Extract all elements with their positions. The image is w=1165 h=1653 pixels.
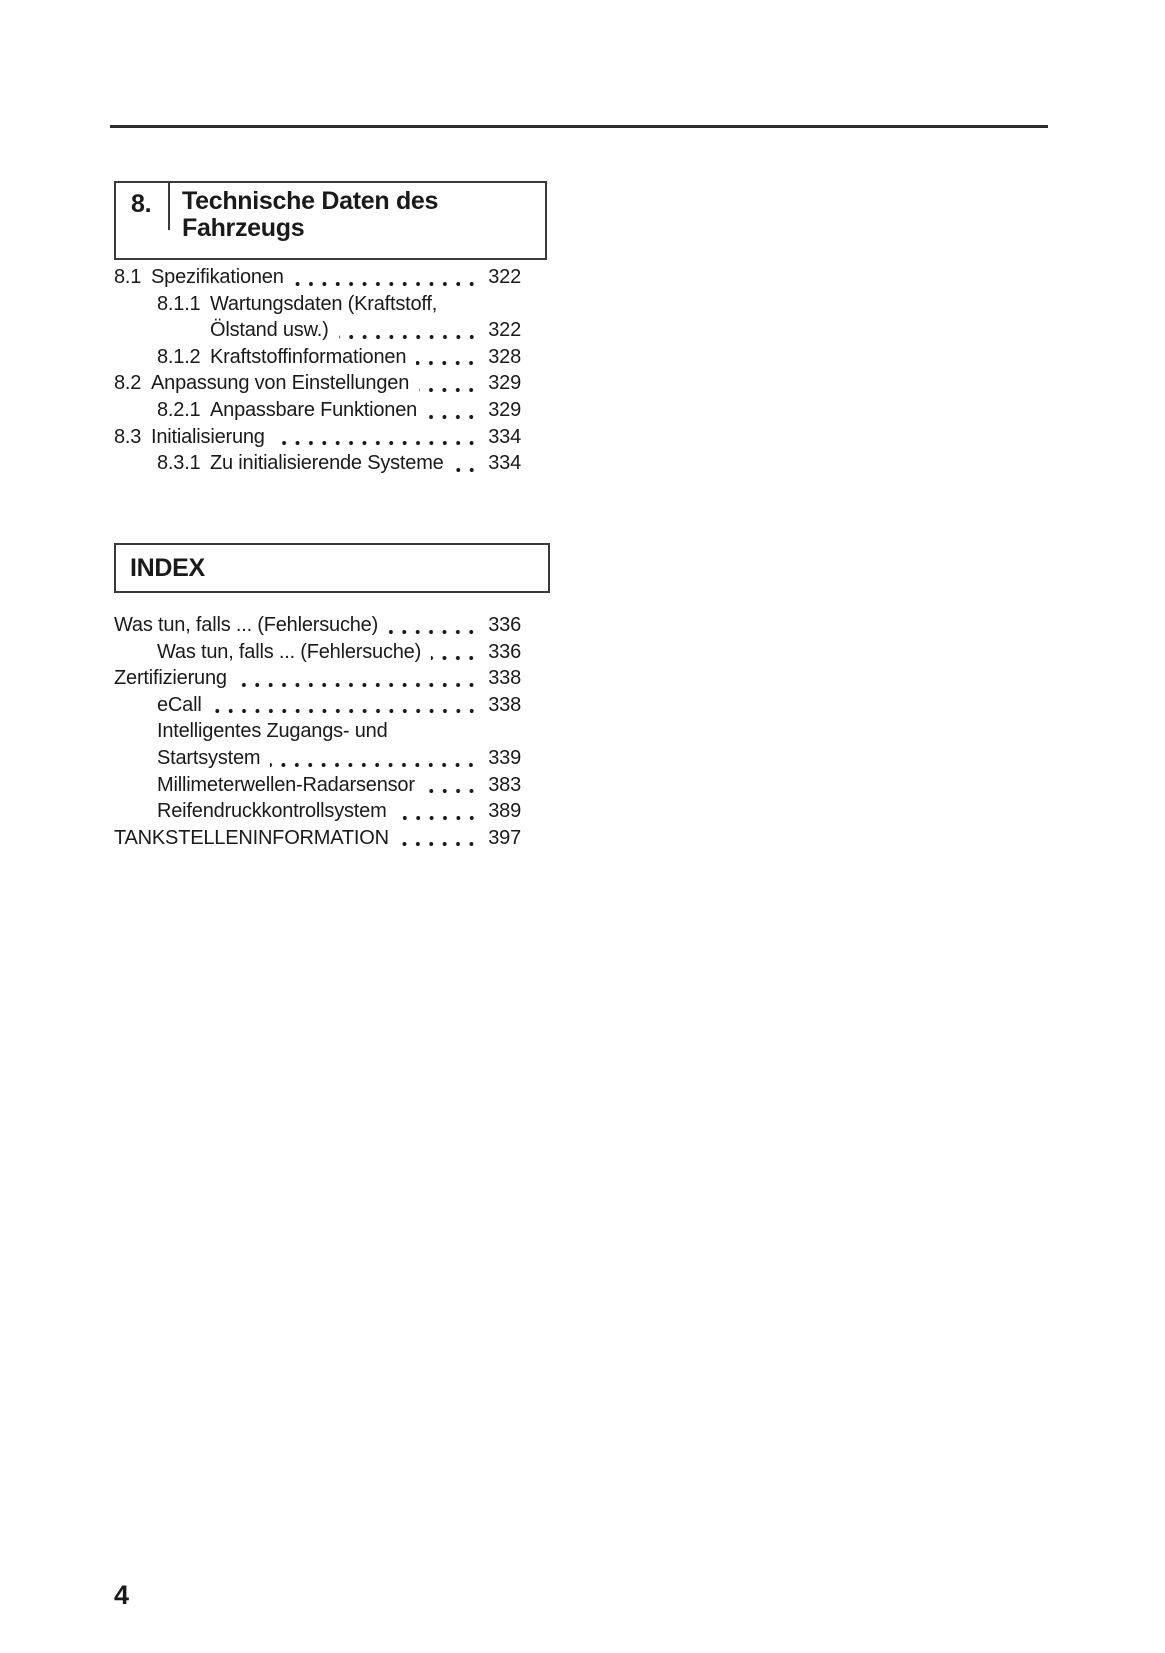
index-entry [114, 772, 521, 799]
index-heading-box [114, 543, 550, 593]
dot-leader [399, 840, 478, 848]
dot-leader [427, 413, 478, 421]
index-title: INDEX [130, 553, 205, 582]
dot-leader [339, 333, 478, 341]
index-entry [114, 665, 521, 692]
index-entry [114, 692, 521, 719]
index-entry [114, 745, 521, 772]
chapter-heading-divider [168, 183, 170, 230]
chapter-heading-box [114, 181, 547, 260]
dot-leader [416, 359, 478, 367]
chapter-number: 8. [131, 190, 152, 218]
entry-label: Spezifikationen [151, 266, 284, 288]
page-number-footer: 4 [114, 1580, 130, 1610]
toc-entry [114, 397, 521, 424]
entry-number: 8.3 [114, 425, 142, 448]
entry-label: Zu initialisierende Systeme [210, 452, 444, 475]
index-entry [114, 612, 521, 639]
entry-label: TANKSTELLENINFORMATION [114, 826, 389, 849]
entry-label: Was tun, falls ... (Fehlersuche) [157, 640, 422, 663]
dot-leader [270, 761, 478, 769]
entry-label: Millimeterwellen-Radarsensor [157, 773, 415, 796]
entry-page-number: 336 [488, 614, 521, 636]
entry-number: 8.2.1 [157, 398, 201, 421]
dot-leader [212, 707, 478, 715]
page-top-rule [110, 125, 1048, 128]
entry-number: 8.1 [114, 266, 142, 288]
entry-number: 8.2 [114, 372, 142, 395]
entry-page-number: 322 [488, 319, 521, 342]
entry-label: Was tun, falls ... (Fehlersuche) [114, 614, 379, 636]
toc-entry [114, 317, 521, 344]
entry-page-number: 328 [488, 345, 521, 368]
entry-label: Anpassbare Funktionen [210, 398, 418, 421]
dot-leader [294, 280, 478, 288]
toc-entry [114, 370, 521, 397]
toc-entry [114, 424, 521, 451]
index-entry [114, 639, 521, 666]
index-entry [114, 798, 521, 825]
entry-page-number: 336 [488, 640, 521, 663]
entry-label: Intelligentes Zugangs- und [157, 720, 388, 743]
chapter-toc-list [114, 264, 521, 477]
entry-label: Zertifizierung [114, 667, 227, 690]
dot-leader [237, 681, 478, 689]
chapter-title [182, 188, 438, 242]
dot-leader [425, 787, 478, 795]
entry-page-number: 334 [488, 452, 521, 475]
entry-page-number: 383 [488, 773, 521, 796]
toc-entry [114, 450, 521, 477]
entry-label: Ölstand usw.) [210, 319, 329, 342]
dot-leader [397, 814, 478, 822]
entry-page-number: 329 [488, 372, 521, 395]
entry-page-number: 339 [488, 746, 521, 769]
index-entry [114, 825, 521, 852]
dot-leader [454, 466, 478, 474]
entry-number: 8.3.1 [157, 452, 201, 475]
entry-number: 8.1.1 [157, 292, 201, 315]
entry-label: Startsystem [157, 746, 261, 769]
entry-page-number: 322 [488, 266, 521, 288]
entry-page-number: 329 [488, 398, 521, 421]
entry-page-number: 338 [488, 693, 521, 716]
entry-page-number: 389 [488, 800, 521, 823]
entry-label: Reifendruckkontrollsystem [157, 800, 387, 823]
dot-leader [388, 628, 478, 636]
toc-entry [114, 291, 521, 318]
entry-label: eCall [157, 693, 202, 716]
dot-leader [431, 654, 478, 662]
entry-page-number: 338 [488, 667, 521, 690]
chapter-title-line1: Technische Daten des [182, 187, 439, 215]
chapter-title-line2: Fahrzeugs [182, 214, 305, 242]
entry-label: Kraftstoffinformationen [210, 345, 407, 368]
entry-label: Initialisierung [151, 425, 265, 448]
dot-leader [419, 386, 478, 394]
entry-label: Wartungsdaten (Kraftstoff, [210, 292, 438, 315]
entry-page-number: 334 [488, 425, 521, 448]
dot-leader [275, 439, 478, 447]
toc-entry [114, 264, 521, 291]
index-list [114, 612, 521, 851]
toc-entry [114, 344, 521, 371]
entry-number: 8.1.2 [157, 345, 201, 368]
entry-label: Anpassung von Einstellungen [151, 372, 410, 395]
index-entry [114, 718, 521, 745]
entry-page-number: 397 [488, 826, 521, 849]
